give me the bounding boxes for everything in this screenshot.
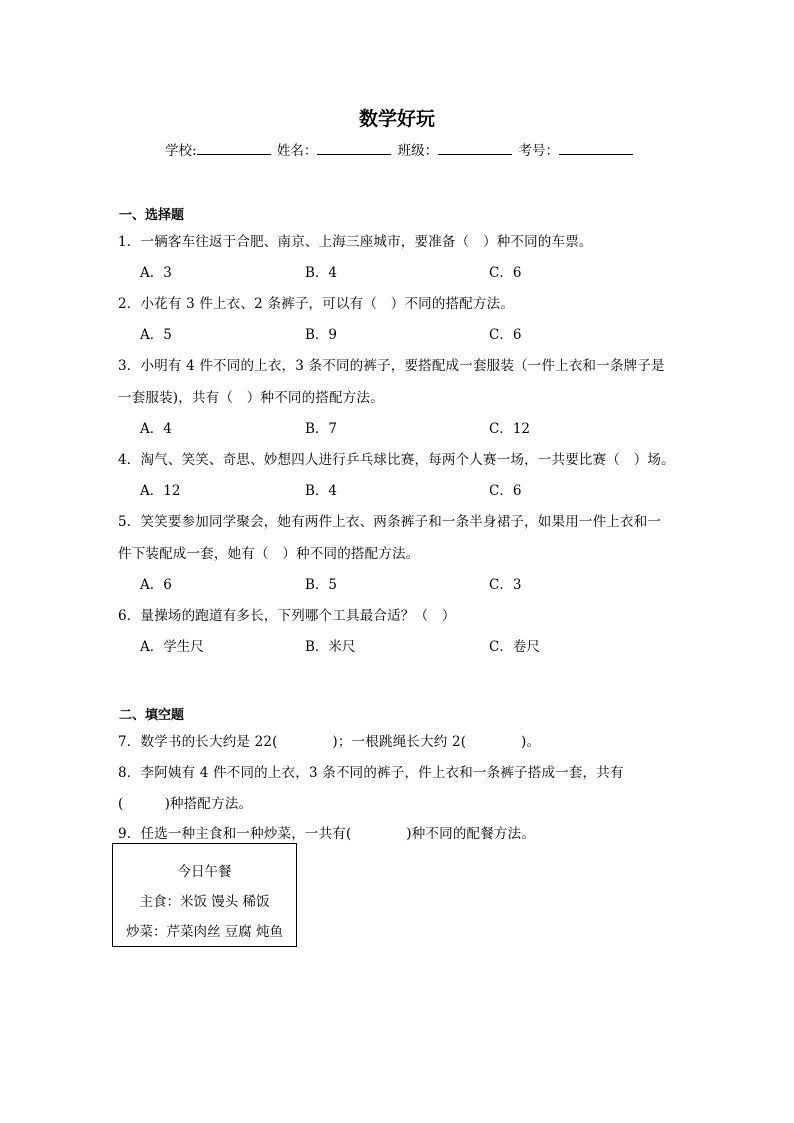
q1-option-c[interactable]: C．6 [489, 265, 522, 281]
q4-option-b[interactable]: B．4 [305, 483, 338, 499]
q2-option-b[interactable]: B．9 [305, 327, 338, 343]
section-fill-title: 二、填空题 [119, 708, 185, 723]
question-5-line-1: 5．笑笑要参加同学聚会，她有两件上衣、两条裤子和一条半身裙子，如果用一件上衣和一 [118, 514, 662, 530]
question-4: 4．淘气、笑笑、奇思、妙想四人进行乒乓球比赛，每两个人赛一场，一共要比赛（ ）场。 [118, 452, 675, 468]
school-blank[interactable] [197, 142, 271, 155]
number-label: 考号： [518, 143, 559, 159]
number-blank[interactable] [559, 142, 633, 155]
question-7: 7．数学书的长大约是 22( )；一根跳绳长大约 2( )。 [118, 734, 541, 750]
page-title: 数学好玩 [358, 108, 435, 130]
q6-option-c[interactable]: C．卷尺 [489, 639, 540, 655]
name-label: 姓名： [276, 143, 318, 159]
question-1: 1．一辆客车往返于合肥、南京、上海三座城市，要准备（ ）种不同的车票。 [118, 234, 593, 250]
name-blank[interactable] [317, 142, 391, 155]
q1-option-b[interactable]: B．4 [305, 265, 338, 281]
q2-option-c[interactable]: C．6 [489, 327, 522, 343]
class-blank[interactable] [438, 142, 512, 155]
question-3-line-1: 3．小明有 4 件不同的上衣，3 条不同的裤子，要搭配成一套服装（一件上衣和一条牌子是 [118, 358, 665, 374]
q3-option-b[interactable]: B．7 [305, 421, 338, 437]
q6-option-a[interactable]: A．学生尺 [140, 639, 204, 655]
question-2: 2．小花有 3 件上衣、2 条裤子，可以有（ ）不同的搭配方法。 [118, 296, 515, 312]
student-info-line [165, 139, 635, 159]
school-label: 学校: [165, 143, 197, 159]
q5-option-c[interactable]: C．3 [489, 577, 522, 593]
q4-option-a[interactable]: A．12 [140, 483, 181, 499]
section-choice-title: 一、选择题 [119, 208, 185, 223]
question-8-line-2: ( )种搭配方法。 [118, 796, 253, 812]
q5-option-b[interactable]: B．5 [305, 577, 338, 593]
q3-option-c[interactable]: C．12 [489, 421, 531, 437]
question-5-line-2: 件下装配成一套，她有（ ）种不同的搭配方法。 [118, 546, 420, 562]
menu-dishes: 炒菜：芹菜肉丝 豆腐 炖鱼 [125, 924, 284, 940]
menu-title: 今日午餐 [177, 864, 232, 880]
class-label: 班级： [397, 143, 439, 159]
menu-staple: 主食：米饭 馒头 稀饭 [139, 894, 270, 910]
q3-option-a[interactable]: A．4 [140, 421, 172, 437]
question-8-line-1: 8．李阿姨有 4 件不同的上衣，3 条不同的裤子，件上衣和一条裤子搭成一套，共有 [118, 765, 624, 781]
question-9: 9．任选一种主食和一种炒菜，一共有( )种不同的配餐方法。 [118, 826, 536, 842]
q1-option-a[interactable]: A．3 [140, 265, 172, 281]
q5-option-a[interactable]: A．6 [140, 577, 172, 593]
q6-option-b[interactable]: B．米尺 [305, 639, 356, 655]
question-3-line-2: 一套服装)，共有（ ）种不同的搭配方法。 [118, 390, 384, 406]
q4-option-c[interactable]: C．6 [489, 483, 522, 499]
question-6: 6．量操场的跑道有多长，下列哪个工具最合适？（ ） [118, 608, 456, 624]
lunch-menu-box [112, 843, 297, 947]
q2-option-a[interactable]: A．5 [140, 327, 172, 343]
